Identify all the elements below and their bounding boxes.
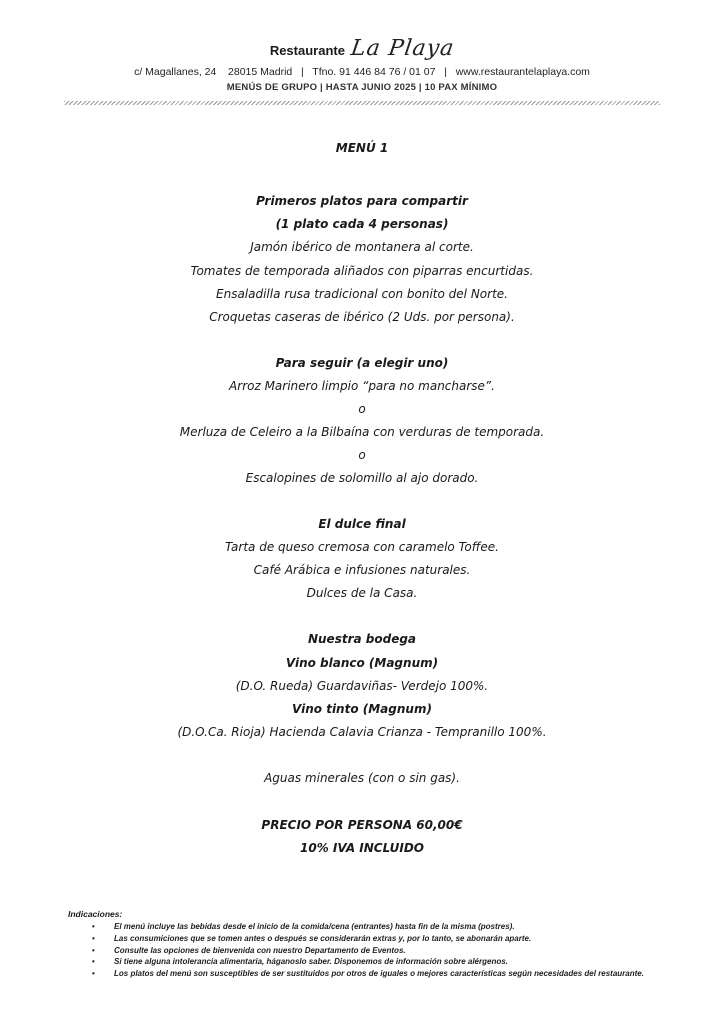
- dessert-item: Tarta de queso cremosa con caramelo Toffee.: [224, 540, 499, 554]
- dessert-heading: El dulce final: [318, 517, 406, 531]
- note-text: El menú incluye las bebidas desde el inicio de la comida/cena (entrantes) hasta fin de la misma (postres).: [114, 922, 515, 931]
- price-line: PRECIO POR PERSONA 60,00€: [261, 818, 463, 832]
- note-item: [88, 956, 648, 968]
- bullet-icon: •: [92, 969, 95, 979]
- restaurante-label: Restaurante: [269, 43, 345, 58]
- notes-list: [88, 921, 648, 980]
- main-item: Escalopines de solomillo al ajo dorado.: [245, 471, 479, 485]
- note-item: [88, 968, 648, 980]
- brand-logo-text: La Playa: [349, 36, 456, 61]
- bullet-icon: •: [92, 957, 95, 967]
- note-text: Si tiene alguna intolerancia alimentaria, háganoslo saber. Disponemos de información sobre alérgenos.: [114, 957, 508, 967]
- bullet-icon: •: [92, 945, 95, 955]
- white-wine-item: (D.O. Rueda) Guardaviñas- Verdejo 100%.: [235, 679, 489, 693]
- wine-heading: Nuestra bodega: [307, 632, 417, 646]
- note-item: [88, 921, 648, 933]
- address-line: c/ Magallanes, 24 28015 Madrid | Tfno. 91 446 84 76 / 01 07 | www.restaurantelaplaya.com: [134, 66, 590, 78]
- red-wine-item: (D.O.Ca. Rioja) Hacienda Calavia Crianza - Tempranillo 100%.: [177, 725, 547, 739]
- vat-line: 10% IVA INCLUIDO: [300, 841, 424, 855]
- mains-heading: Para seguir (a elegir uno): [275, 356, 449, 370]
- water-item: Aguas minerales (con o sin gas).: [264, 771, 460, 785]
- notes-title: Indicaciones:: [68, 909, 123, 919]
- header-divider: [64, 101, 660, 105]
- note-text: Las consumiciones que se tomen antes o después se considerarán extras y, por lo tanto, se abonarán aparte.: [114, 933, 532, 943]
- starter-item: Tomates de temporada aliñados con piparras encurtidas.: [190, 264, 534, 278]
- note-item: [88, 933, 648, 945]
- main-item: Merluza de Celeiro a la Bilbaína con verduras de temporada.: [179, 425, 545, 439]
- restaurant-title: [0, 36, 724, 64]
- main-item: Arroz Marinero limpio “para no mancharse”.: [229, 379, 495, 393]
- starters-subheading: (1 plato cada 4 personas): [275, 217, 449, 231]
- bullet-icon: •: [92, 933, 95, 943]
- main-separator: o: [358, 448, 366, 462]
- starters-heading: Primeros platos para compartir: [256, 194, 468, 208]
- note-text: Los platos del menú son susceptibles de ser sustituidos por otros de iguales o mejores características según necesidades del restaurante.: [114, 969, 644, 979]
- group-menus-line: MENÚS DE GRUPO | HASTA JUNIO 2025 | 10 PAX MÍNIMO: [226, 82, 498, 93]
- note-item: [88, 945, 648, 957]
- starter-item: Jamón ibérico de montanera al corte.: [250, 240, 474, 254]
- menu-title: MENÚ 1: [335, 141, 389, 155]
- main-separator: o: [358, 402, 366, 416]
- white-wine-heading: Vino blanco (Magnum): [285, 656, 439, 670]
- dessert-item: Dulces de la Casa.: [306, 586, 418, 600]
- starter-item: Croquetas caseras de ibérico (2 Uds. por persona).: [209, 310, 515, 324]
- bullet-icon: •: [92, 922, 95, 931]
- red-wine-heading: Vino tinto (Magnum): [292, 702, 432, 716]
- dessert-item: Café Arábica e infusiones naturales.: [253, 563, 471, 577]
- note-text: Consulte las opciones de bienvenida con nuestro Departamento de Eventos.: [114, 945, 406, 955]
- starter-item: Ensaladilla rusa tradicional con bonito del Norte.: [216, 287, 508, 301]
